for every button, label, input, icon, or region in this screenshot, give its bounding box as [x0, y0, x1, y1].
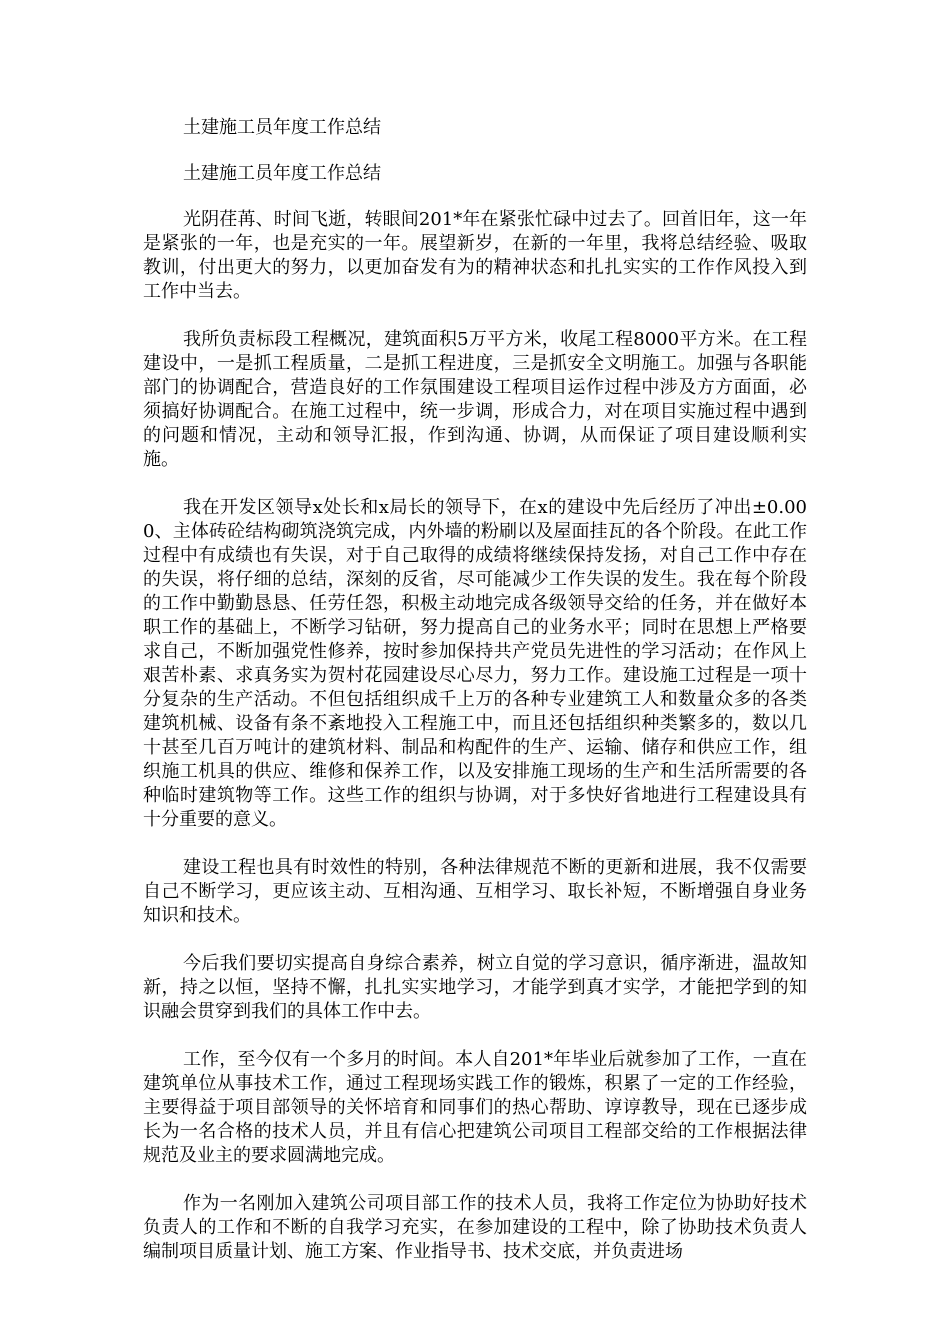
- paragraph-7: 作为一名刚加入建筑公司项目部工作的技术人员，我将工作定位为协助好技术负责人的工作和不断的自我学习充实，在参加建设的工程中，除了协助技术负责人编制项目质量计划、施工方案、作业指导书、技术交底，并负责进场: [143, 1193, 807, 1262]
- paragraph-1: 光阴荏苒、时间飞逝，转眼间201*年在紧张忙碌中过去了。回首旧年，这一年是紧张的一年，也是充实的一年。展望新岁，在新的一年里，我将总结经验、吸取教训，付出更大的努力，以更加奋发有为的精神状态和扎扎实实的工作作风投入到工作中当去。: [143, 209, 807, 302]
- paragraph-2: 我所负责标段工程概况，建筑面积5万平方米，收尾工程8000平方米。在工程建设中，一是抓工程质量，二是抓工程进度，三是抓安全文明施工。加强与各职能部门的协调配合，营造良好的工作氛围建设工程项目运作过程中涉及方方面面，必须搞好协调配合。在施工过程中，统一步调，形成合力，对在项目实施过程中遇到的问题和情况，主动和领导汇报，作到沟通、协调，从而保证了项目建设顺利实施。: [143, 329, 807, 470]
- document-title: 土建施工员年度工作总结: [183, 117, 381, 138]
- paragraph-6: 工作，至今仅有一个多月的时间。本人自201*年毕业后就参加了工作，一直在建筑单位从事技术工作，通过工程现场实践工作的锻炼，积累了一定的工作经验，主要得益于项目部领导的关怀培育和同事们的热心帮助、谆谆教导，现在已逐步成长为一名合格的技术人员，并且有信心把建筑公司项目工程部交给的工作根据法律规范及业主的要求圆满地完成。: [143, 1049, 807, 1166]
- document-body: [143, 116, 807, 1288]
- document-subtitle: 土建施工员年度工作总结: [183, 163, 381, 184]
- paragraph-4: 建设工程也具有时效性的特别，各种法律规范不断的更新和进展，我不仅需要自己不断学习，更应该主动、互相沟通、互相学习、取长补短，不断增强自身业务知识和技术。: [143, 857, 807, 926]
- paragraph-3: 我在开发区领导x处长和x局长的领导下，在x的建设中先后经历了冲出±0.000、主体砖砼结构砌筑浇筑完成，内外墙的粉刷以及屋面挂瓦的各个阶段。在此工作过程中有成绩也有失误，对于自己取得的成绩将继续保持发扬，对自己工作中存在的失误，将仔细的总结，深刻的反省，尽可能减少工作失误的发生。我在每个阶段的工作中勤勤恳恳、任劳任怨，积极主动地完成各级领导交给的任务，并在做好本职工作的基础上，不断学习钻研，努力提高自己的业务水平；同时在思想上严格要求自己，不断加强党性修养，按时参加保持共产党员先进性的学习活动；在作风上艰苦朴素、求真务实为贺村花园建设尽心尽力，努力工作。建设施工过程是一项十分复杂的生产活动。不但包括组织成千上万的各种专业建筑工人和数量众多的各类建筑机械、设备有条不紊地投入工程施工中，而且还包括组织种类繁多的，数以几十甚至几百万吨计的建筑材料、制品和构配件的生产、运输、储存和供应工作，组织施工机具的供应、维修和保养工作，以及安排施工现场的生产和生活所需要的各种临时建筑物等工作。这些工作的组织与协调，对于多快好省地进行工程建设具有十分重要的意义。: [143, 497, 807, 830]
- paragraph-5: 今后我们要切实提高自身综合素养，树立自觉的学习意识，循序渐进，温故知新，持之以恒，坚持不懈，扎扎实实地学习，才能学到真才实学，才能把学到的知识融会贯穿到我们的具体工作中去。: [143, 953, 807, 1022]
